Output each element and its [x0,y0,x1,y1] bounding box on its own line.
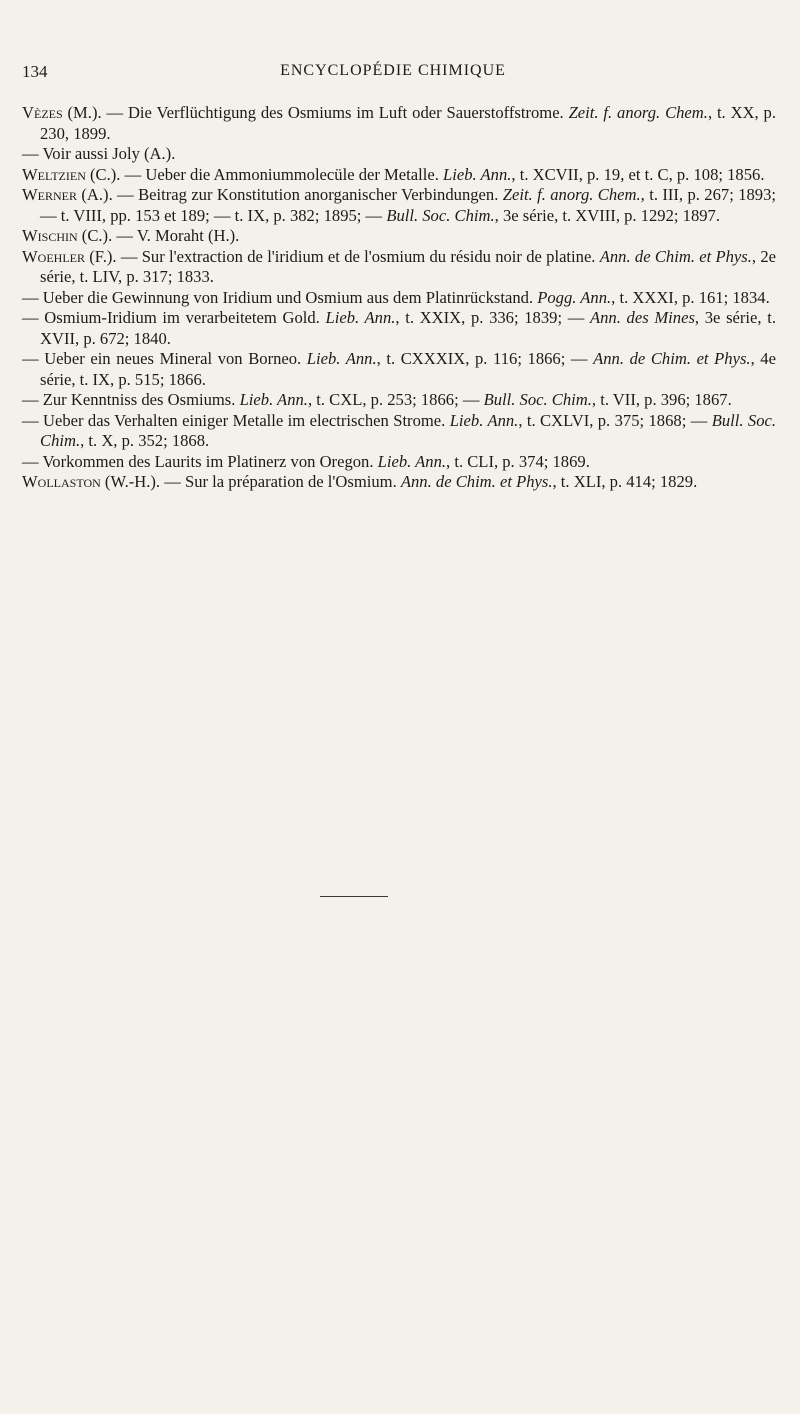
entry-author: Werner (A.). [22,185,113,204]
entry-text: , t. XX, p. 230, 1899. [40,103,776,143]
entry-text: — Ueber ein neues Mineral von Borneo. [22,349,307,368]
entry-text: , t. XCVII, p. 19, et t. C, p. 108; 1856. [511,164,765,184]
entry-author: Vèzes (M.). [22,103,102,122]
entry-text: , t. CLI, p. 374; 1869. [446,451,590,471]
entry-text: — Vorkommen des Laurits im Platinerz von Oregon. [22,451,378,471]
entry-text: — Zur Kenntniss des Osmiums. [22,390,240,409]
entry-author: Woehler (F.). [22,246,117,266]
entry-journal: Pogg. Ann. [537,287,612,307]
section-divider [320,896,388,897]
bibliography-entry [22,247,776,288]
entry-text: , t. CXLVI, p. 375; 1868; — [518,410,712,430]
entry-journal: Bull. Soc. Chim. [40,410,777,450]
entry-text: — Die Verflüchtigung des Osmiums im Luft oder Sauerstoffstrome. [101,103,569,122]
entry-journal: Bull. Soc. Chim. [483,390,592,409]
bibliography-entry [22,165,776,186]
entry-text: , t. III, p. 267; 1893; — t. VIII, pp. 153 et 189; — t. IX, p. 382; 1895; — [40,185,776,225]
bibliography-entry [22,452,776,473]
entry-journal: Lieb. Ann. [306,349,377,368]
entry-text: , 3e série, t. XVIII, p. 1292; 1897. [494,205,720,225]
entry-text: — Osmium-Iridium im verarbeitetem Gold. [22,308,326,327]
entry-journal: Zeit. f. anorg. Chem. [568,103,708,122]
entry-text: , t. CXL, p. 253; 1866; — [307,390,484,409]
bibliography-entry [22,411,776,452]
bibliography-entry [22,185,776,226]
entry-journal: Lieb. Ann. [449,410,519,430]
entry-text: , t. XLI, p. 414; 1829. [552,472,698,491]
bibliography-entry [22,308,776,349]
entry-text: , t. XXXI, p. 161; 1834. [611,287,770,307]
entry-text: — Sur la préparation de l'Osmium. [160,472,401,491]
entry-journal: Ann. des Mines [590,308,695,327]
bibliography-entry [22,288,776,309]
entry-author: Wischin (C.). [22,226,113,245]
entry-journal: Zeit. f. anorg. Chem. [502,185,641,204]
bibliography-entry [22,349,776,390]
entry-journal: Lieb. Ann. [239,390,308,409]
running-title: ENCYCLOPÉDIE CHIMIQUE [280,62,506,79]
entry-text: — Ueber die Gewinnung von Iridium und Osmium aus dem Platinrückstand. [22,287,538,307]
entry-text: , 3e série, t. XVII, p. 672; 1840. [40,308,776,348]
bibliography-entry [22,226,776,247]
bibliography-entry [22,390,776,411]
entry-author: Weltzien (C.). [22,164,121,184]
entry-text: — Sur l'extraction de l'iridium et de l'osmium du résidu noir de platine. [116,246,600,266]
entry-journal: Ann. de Chim. et Phys. [400,472,553,491]
entry-journal: Ann. de Chim. et Phys. [599,246,752,266]
entry-journal: Bull. Soc. Chim. [386,205,495,225]
entry-text: — Ueber das Verhalten einiger Metalle im electrischen Strome. [22,410,450,430]
entry-journal: Ann. de Chim. et Phys. [593,349,751,368]
entry-text: , t. X, p. 352; 1868. [80,431,210,450]
page-header [22,62,764,86]
entry-journal: Lieb. Ann. [377,451,447,471]
bibliography-entry [22,144,776,165]
bibliography-entry [22,103,776,144]
entry-journal: Lieb. Ann. [443,164,512,184]
entry-text: — Voir aussi Joly (A.). [22,144,176,163]
entry-author: Wollaston (W.-H.). [22,472,161,491]
entry-text: — Ueber die Ammoniummolecüle der Metalle. [120,164,444,184]
entry-text: , t. VII, p. 396; 1867. [591,390,732,409]
entry-text: — V. Moraht (H.). [112,226,240,245]
bibliography-list [22,103,776,493]
entry-journal: Lieb. Ann. [325,308,396,327]
entry-text: , 2e série, t. LIV, p. 317; 1833. [40,246,776,286]
entry-text: , t. XXIX, p. 336; 1839; — [395,308,590,327]
bibliography-entry [22,472,776,493]
entry-text: — Beitrag zur Konstitution anorganischer Verbindungen. [112,185,503,204]
entry-text: , 4e série, t. IX, p. 515; 1866. [40,349,776,389]
page-number: 134 [22,62,48,81]
entry-text: , t. CXXXIX, p. 116; 1866; — [376,349,594,368]
